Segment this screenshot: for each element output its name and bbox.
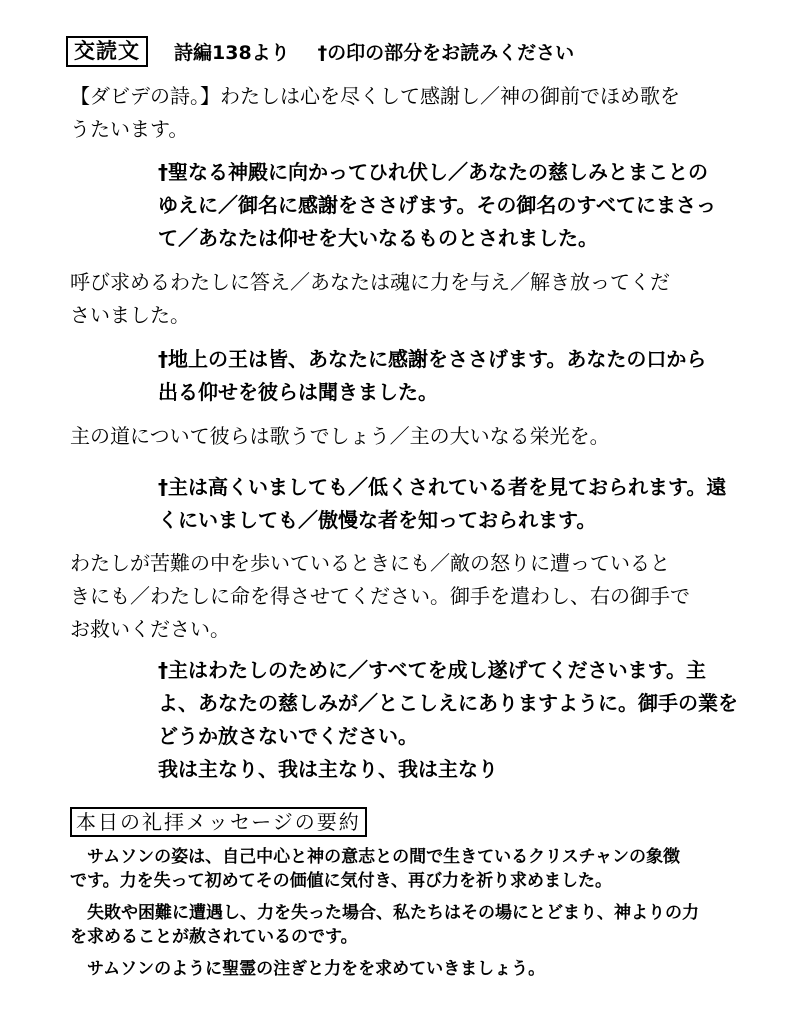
summary-line: を求めることが赦されているのです。 [70,927,358,947]
reading-response-2 [158,343,758,409]
reading-leader-4 [70,547,760,646]
text-line: †主は高くいましても／低くされている者を見ておられます。遠 [158,475,727,499]
reading-instruction: †の印の部分をお読みください [317,42,575,64]
reading-leader-3 [70,420,760,453]
text-line: どうか放さないでください。 [158,724,418,748]
text-line: †地上の王は皆、あなたに感謝をささげます。あなたの口から [158,347,707,371]
text-line: 出る仰せを彼らは聞きました。 [158,380,438,404]
reading-response-1 [158,156,758,255]
summary-line: サムソンの姿は、自己中心と神の意志との間で生きているクリスチャンの象徴 [70,847,680,867]
text-line: 【ダビデの詩。】わたしは心を尽くして感謝し／神の御前でほめ歌を [70,84,680,108]
summary-body [70,845,770,981]
text-line: ゆえに／御名に感謝をささげます。その御名のすべてにまさっ [158,193,716,217]
reading-label-box: 交読文 [66,36,148,67]
text-line: うたいます。 [70,117,189,141]
text-line: さいました。 [70,303,190,327]
summary-line: サムソンのように聖霊の注ぎと力をを求めていきましょう。 [70,959,546,979]
text-line: わたしが苦難の中を歩いているときにも／敵の怒りに遭っていると [70,551,670,575]
psalm-reference: 詩編138より [174,42,290,64]
text-line: きにも／わたしに命を得させてください。御手を遣わし、右の御手で [70,584,690,608]
reading-response-3 [158,471,758,537]
summary-line: です。力を失って初めてその価値に気付き、再び力を祈り求めました。 [70,871,612,891]
text-line: 我は主なり、我は主なり、我は主なり [158,757,498,781]
reading-response-4 [158,654,758,786]
text-line: くにいましても／傲慢な者を知っておられます。 [158,508,597,532]
text-line: †主はわたしのために／すべてを成し遂げてくださいます。主 [158,658,706,682]
summary-title-box: 本日の礼拝メッセージの要約 [70,807,367,837]
text-line: お救いください。 [70,617,230,641]
text-line: †聖なる神殿に向かってひれ伏し／あなたの慈しみとまことの [158,160,708,184]
reading-leader-2 [70,266,760,332]
text-line: て／あなたは仰せを大いなるものとされました。 [158,226,598,250]
reading-header [66,36,574,67]
text-line: 呼び求めるわたしに答え／あなたは魂に力を与え／解き放ってくだ [70,270,670,294]
summary-line: 失敗や困難に遭遇し、力を失った場合、私たちはその場にとどまり、神よりの力 [70,903,699,923]
reading-leader-1 [70,80,760,146]
text-line: よ、あなたの慈しみが／とこしえにありますように。御手の業を [158,691,738,715]
text-line: 主の道について彼らは歌うでしょう／主の大いなる栄光を。 [70,424,610,448]
